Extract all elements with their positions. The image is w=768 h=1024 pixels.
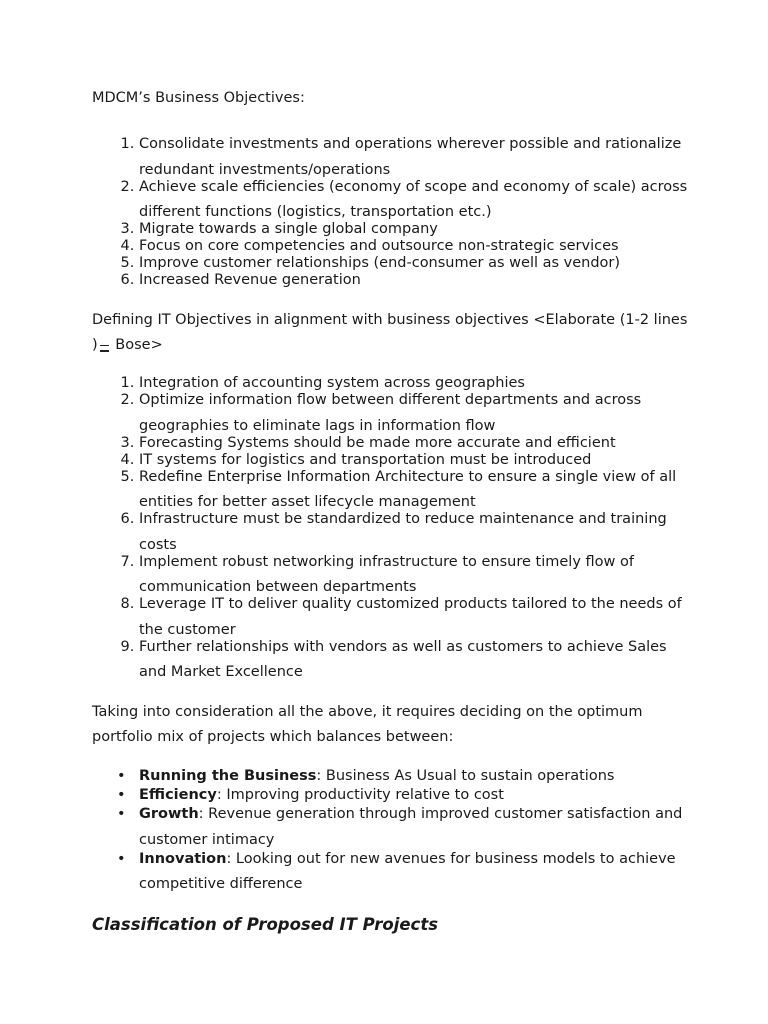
list-item: • Innovation: Looking out for new avenues for business models to achieve competitive difference: [139, 847, 692, 898]
portfolio-intro: Taking into consideration all the above, it requires deciding on the optimum portfolio mix of projects which balances between:: [92, 704, 643, 745]
list-item: 7. Implement robust networking infrastructure to ensure timely flow of communication between departments: [139, 550, 692, 601]
bullet-icon: •: [117, 806, 126, 822]
list-item: 3. Migrate towards a single global company: [139, 217, 692, 243]
list-item: 3. Forecasting Systems should be made more accurate and efficient: [139, 431, 692, 457]
list-item: 2. Achieve scale efficiencies (economy of scope and economy of scale) across different functions (logistics, transportation etc.): [139, 175, 692, 226]
section-heading: Classification of Proposed IT Projects: [92, 915, 439, 934]
list-item: • Growth: Revenue generation through improved customer satisfaction and customer intimacy: [139, 802, 692, 853]
list-item: 5. Improve customer relationships (end-consumer as well as vendor): [139, 251, 692, 277]
bullet-icon: •: [117, 787, 126, 803]
list-item: 1. Consolidate investments and operations wherever possible and rationalize redundant investments/operations: [139, 132, 692, 183]
list-item: 6. Increased Revenue generation: [139, 268, 692, 294]
bullet-icon: •: [117, 768, 126, 784]
list-item: 4. IT systems for logistics and transportation must be introduced: [139, 448, 692, 474]
list-item: 6. Infrastructure must be standardized to reduce maintenance and training costs: [139, 507, 692, 558]
it-objectives-list: [92, 371, 692, 686]
list-item: 8. Leverage IT to deliver quality customized products tailored to the needs of the customer: [139, 592, 692, 643]
it-objectives-intro: Defining IT Objectives in alignment with business objectives <Elaborate (1-2 lines ) Bose>: [92, 312, 688, 353]
document-page: [92, 86, 692, 937]
business-objectives-intro: MDCM’s Business Objectives:: [92, 90, 305, 106]
list-item: 9. Further relationships with vendors as well as customers to achieve Sales and Market Excellence: [139, 635, 692, 686]
business-objectives-list: [92, 132, 692, 294]
list-item: 5. Redefine Enterprise Information Architecture to ensure a single view of all entities for better asset lifecycle management: [139, 465, 692, 516]
bullet-icon: •: [117, 850, 126, 867]
comment-marker-icon: [100, 345, 109, 352]
portfolio-list: [92, 764, 692, 898]
list-item: • Efficiency: Improving productivity relative to cost: [139, 783, 692, 809]
list-item: • Running the Business: Business As Usual to sustain operations: [139, 764, 692, 790]
list-item: 1. Integration of accounting system across geographies: [139, 371, 692, 397]
list-item: 2. Optimize information flow between different departments and across geographies to eliminate lags in information flow: [139, 388, 692, 439]
list-item: 4. Focus on core competencies and outsource non-strategic services: [139, 234, 692, 260]
